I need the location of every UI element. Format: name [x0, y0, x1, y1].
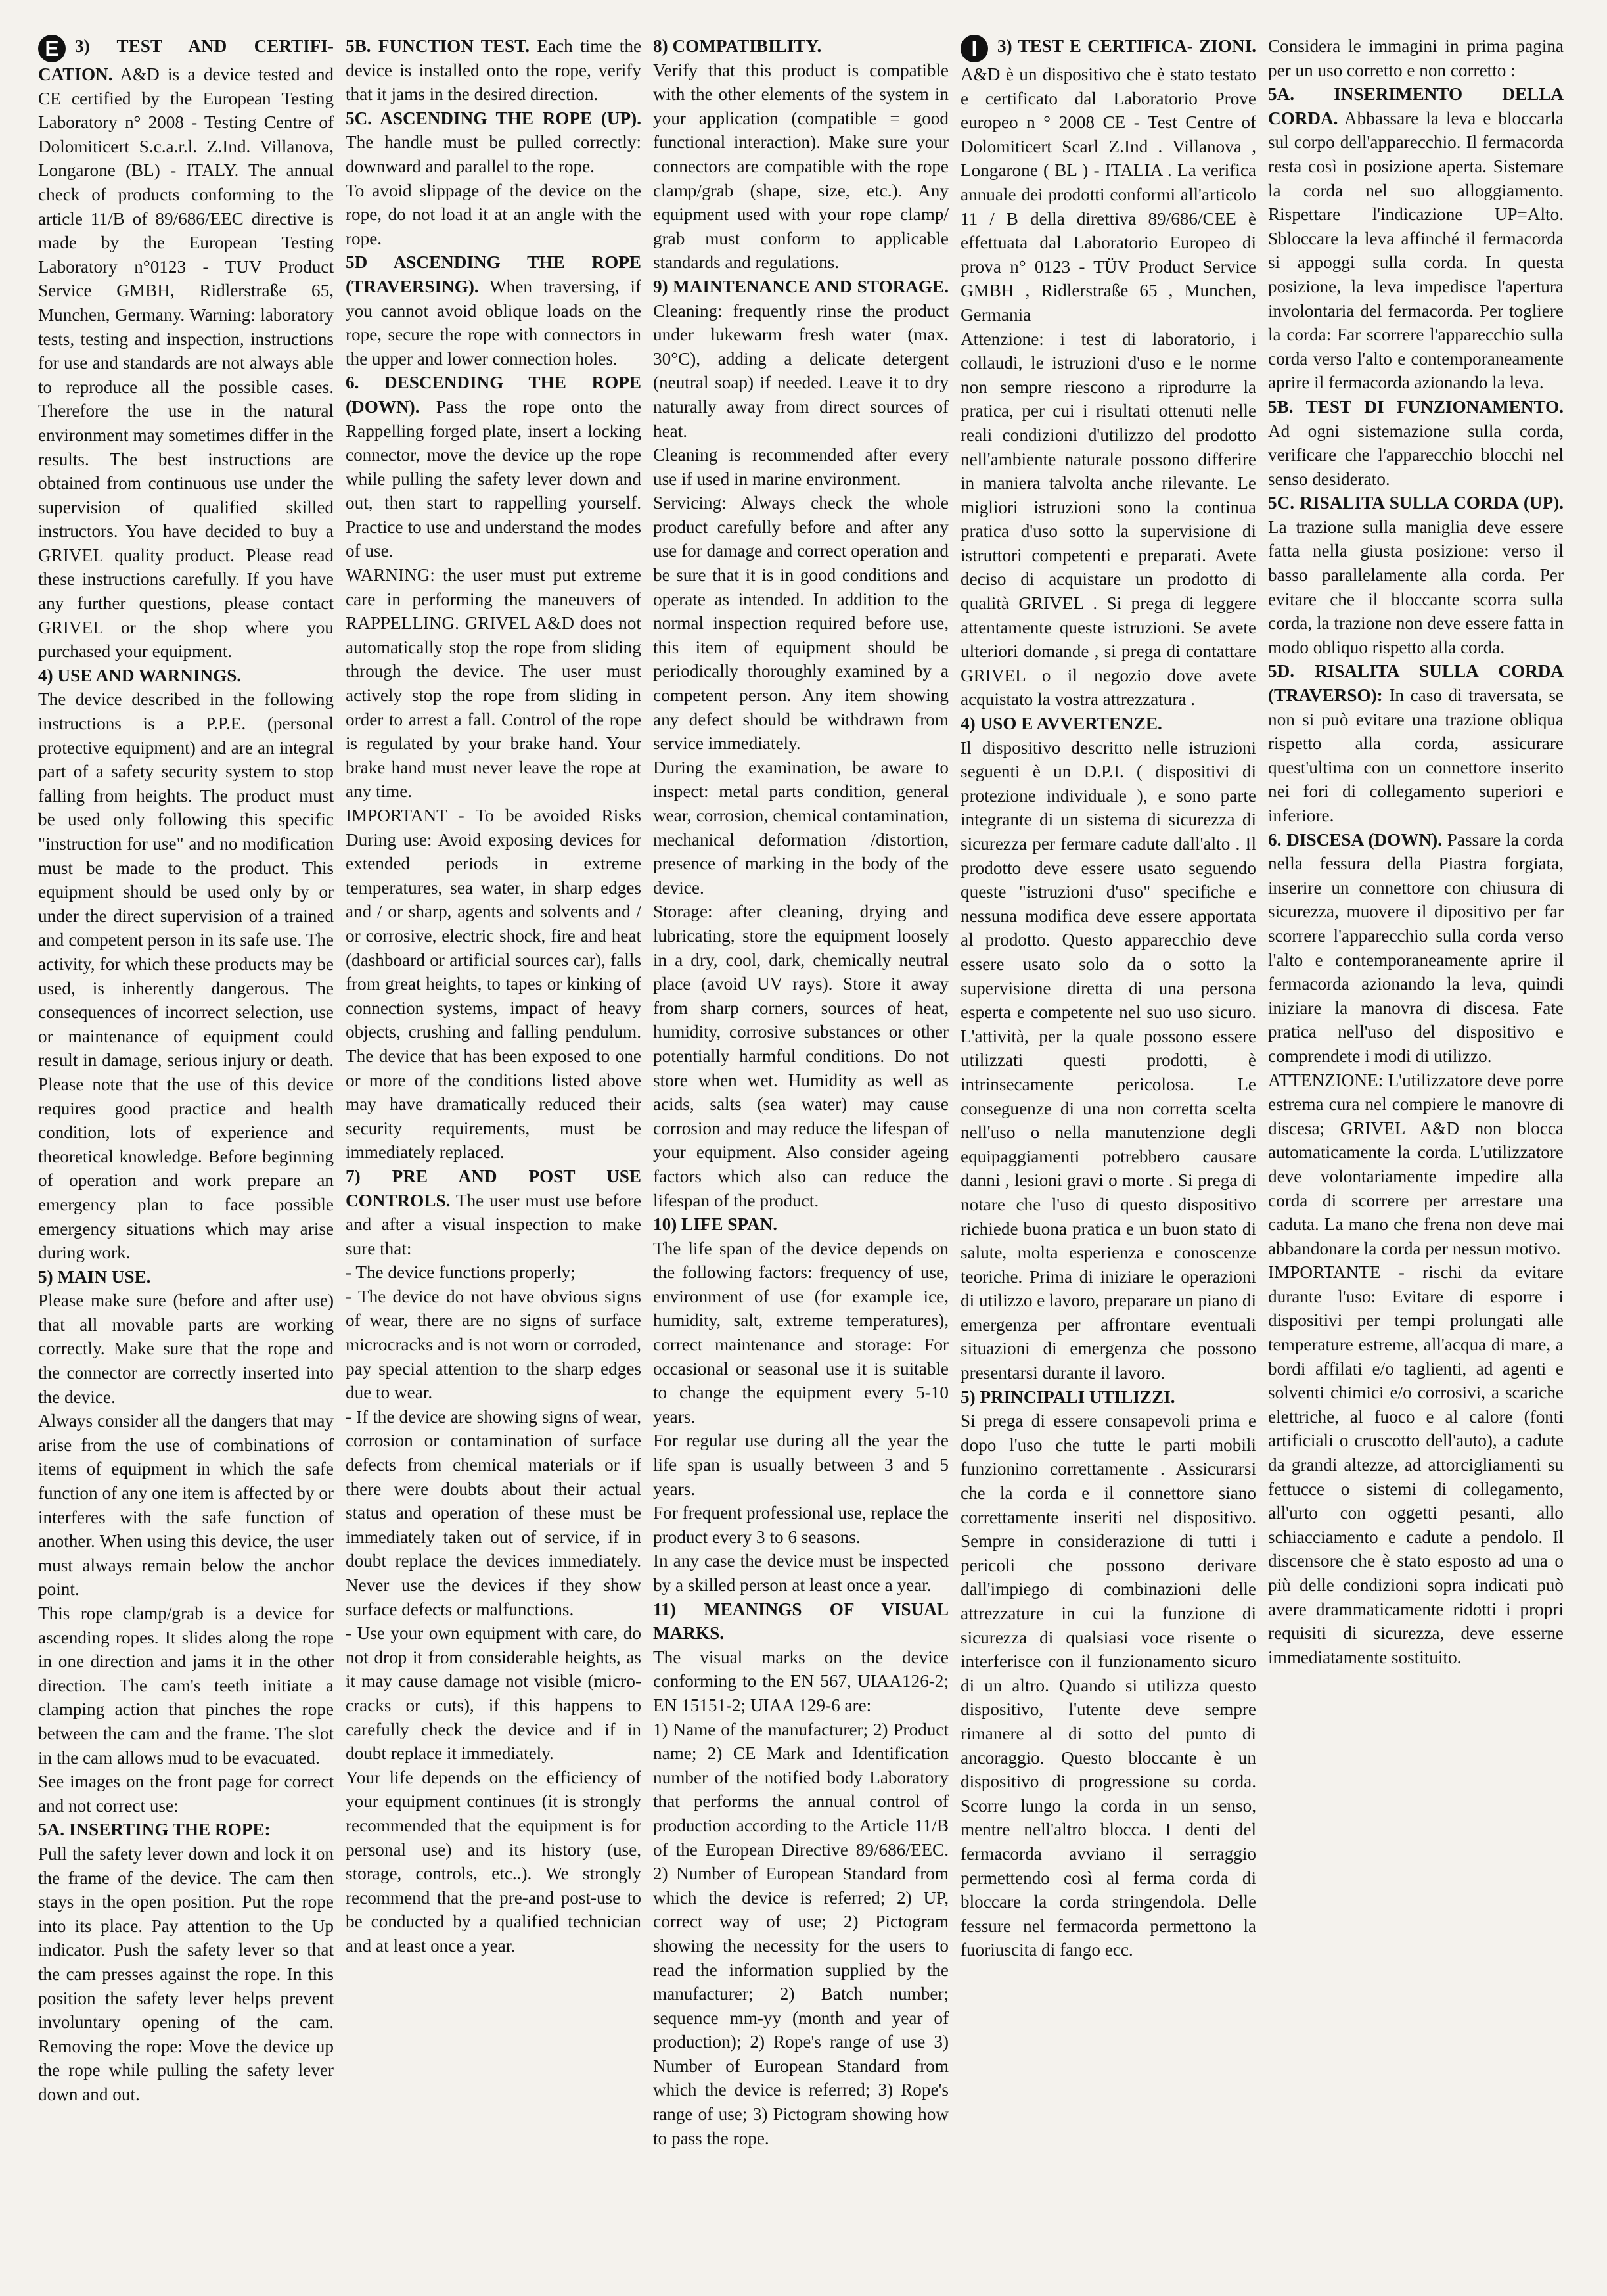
paragraph-text: When traversing, if you cannot avoid oblique loads on the rope, secure the rope with connectors in the upper and lower connection holes. — [346, 276, 641, 369]
section-heading: 5C. ASCENDING THE ROPE (UP). — [346, 108, 641, 128]
paragraph-text: Cleaning is recommended after every use if used in marine environment. — [653, 445, 949, 489]
section-heading: 8) COMPATIBILITY. — [653, 36, 822, 56]
paragraph-text: Attenzione: i test di laboratorio, i collaudi, le istruzioni d'uso e le norme non sempre riescono a riprodurre la pratica, per cui i risultati ottenuti nelle reali condizioni d'utilizzo del prodotto nell'ambiente naturale possono differire in maniera talvolta anche rilevante. Le migliori istruzioni sono la continua pratica d'uso sotto la supervisione di istruttori competenti e preparati. Avete deciso di acquistare un prodotto di qualità GRIVEL . Si prega di leggere attentamente queste istruzioni. Se avete ulteriori domande , si prega di contattare GRIVEL o il negozio dove avete acquistato la vostra attrezzatura . — [961, 329, 1256, 710]
paragraph-text: A&D è un dispositivo che è stato testato e certificato dal Laboratorio Prove europeo n ° 2008 CE - Test Centre of Dolomiticert Scarl Z.Ind . Villanova , Longarone ( BL ) - ITALIA . La verifica annuale dei prodotti conformi all'articolo 11 / B della direttiva 89/686/CEE è effettuata dal Laboratorio Europeo di prova n° 0123 - TÜV Product Service GMBH , Ridlerstraße 65 , Munchen, Germania — [961, 64, 1256, 325]
paragraph — [38, 1265, 334, 1289]
paragraph — [346, 34, 641, 106]
section-heading: 11) MEANINGS OF VISUAL MARKS. — [653, 1599, 949, 1643]
paragraph — [961, 1385, 1256, 1410]
paragraph-text: Si prega di essere consapevoli prima e dopo l'uso che tutte le parti mobili funzionino correttamente . Assicurarsi che la corda e il connettore siano correttamente inseriti nel dispositivo. Sempre in considerazione di tutti i pericoli che possono derivare dall'impiego di combinazioni delle attrezzature in cui la funzione di sicurezza di qualsiasi voce risente o interferisce con il funzionamento sicuro di un altro. Quando si utilizza questo dispositivo, l'utente deve sempre rimanere al di sotto del punto di ancoraggio. Questo bloccante è un dispositivo di progressione su corda. Scorre lungo la corda in un senso, mentre nell'altro blocca. I denti del fermacorda avviano il serraggio permettendo così al ferma corda di bloccare la corda stringendola. Delle fessure nel fermacorda permettono la fuoriuscita di fango ecc. — [961, 1411, 1256, 1960]
paragraph — [346, 371, 641, 563]
list-item: - Use your own equipment with care, do not drop it from considerable heights, as it may cause damage not visible (micro-cracks or cuts), if this happens to carefully check the device and if in doubt replace it immediately. — [346, 1623, 641, 1764]
section-heading: 9) MAINTENANCE AND STORAGE. — [653, 276, 949, 296]
list-item: - The device do not have obvious signs of wear, there are no signs of surface microcracks and is not worn or corroded, pay special attention to the sharp edges due to wear. — [346, 1286, 641, 1403]
paragraph-text: Verify that this product is compatible with the other elements of the system in your application (compatible = good functional interaction). Make sure your connectors are compatible with the rope clamp/grab (shape, size, etc.). Any equipment used with your rope clamp/ grab must conform to applicable standards and regulations. — [653, 60, 949, 273]
paragraph-text: Please make sure (before and after use) that all movable parts are working correctly. Make sure that the rope and the connector are correctly inserted into the device. — [38, 1291, 334, 1407]
paragraph-text: For regular use during all the year the life span is usually between 3 and 5 years. — [653, 1431, 949, 1499]
paragraph-text: Your life depends on the efficiency of your equipment continues (it is strongly recommended that the equipment is for personal use) and its history (use, storage, controls, etc..). We strongly recommend that the pre-and post-use to be conducted by a qualified technician and at least once a year. — [346, 1767, 641, 1956]
paragraph-text: In any case the device must be inspected by a skilled person at least once a year. — [653, 1551, 949, 1595]
paragraph-text: The handle must be pulled correctly: downward and parallel to the rope. — [346, 132, 641, 176]
list-item: - If the device are showing signs of wear, corrosion or contamination of surface defects from chemical materials or if there were doubts about their actual status and operation of these must be immediately taken out of service, if in doubt replace the devices immediately. Never use the devices if they show surface defects or malfunctions. — [346, 1406, 641, 1619]
paragraph-text: Servicing: Always check the whole product carefully before and after any use for damage and correct operation and be sure that it is in good conditions and operate as intended. In addition to the normal inspection required before use, this item of equipment should be periodically thoroughly examined by a competent person. Any item showing any defect should be withdrawn from service immediately. — [653, 493, 949, 754]
paragraph — [1268, 828, 1564, 1068]
section-heading: 5B. TEST DI FUNZIONAMENTO. — [1268, 396, 1564, 417]
paragraph — [961, 34, 1256, 327]
paragraph — [38, 1818, 334, 1842]
paragraph — [38, 664, 334, 688]
paragraph — [1268, 395, 1564, 491]
section-heading: 5A. INSERIMENTO DELLA CORDA. — [1268, 84, 1564, 128]
paragraph — [653, 1597, 949, 1645]
language-badge-english: E — [38, 35, 66, 62]
paragraph-text: Pass the rope onto the Rappelling forged plate, insert a locking connector, move the device up the rope while pulling the safety lever down and out, then start to rappelling yourself. Practice to use and understand the modes of use. — [346, 396, 641, 561]
paragraph-text: 1) Name of the manufacturer; 2) Product name; 2) CE Mark and Identification number of the notified body Laboratory that performs the annual control of production according to the Article 11/B of the European Directive 89/686/EEC. 2) Number of European Standard from which the device is referred; 2) UP, correct way of use; 2) Pictogram showing the necessity for the users to read the information supplied by the manufacturer; 2) Batch number; sequence mm-yy (month and year of production); 2) Rope's range of use 3) Number of European Standard from which the device is referred; 3) Rope's range of use; 3) Pictogram showing how to pass the rope. — [653, 1719, 949, 2148]
section-heading: 6. DISCESA (DOWN). — [1268, 829, 1442, 850]
paragraph-text: La trazione sulla maniglia deve essere fatta nella giusta posizione: verso il basso parallelamente alla corda. Per evitare che il bloccante scorra sulla corda, la trazione non deve essere fatta in modo obliquo rispetto alla corda. — [1268, 517, 1564, 657]
paragraph — [1268, 491, 1564, 659]
column-5 — [1268, 34, 1564, 2270]
paragraph — [346, 106, 641, 179]
paragraph-text: Storage: after cleaning, drying and lubricating, store the equipment loosely in a dry, cool, dark, chemically neutral place (avoid UV rays). Store it away from sharp corners, sources of heat, humidity, corrosive substances or other potentially harmful conditions. Do not store when wet. Humidity as well as acids, salts (sea water) may cause corrosion and may reduce the lifespan of your equipment. Also consider ageing factors which also can reduce the lifespan of the product. — [653, 902, 949, 1210]
section-heading: 4) USE AND WARNINGS. — [38, 665, 242, 685]
paragraph — [1268, 659, 1564, 827]
paragraph — [653, 275, 949, 443]
paragraph-text: The visual marks on the device conforming to the EN 567, UIAA126-2; EN 15151-2; UIAA 129-6 are: — [653, 1647, 949, 1715]
section-heading: 5) MAIN USE. — [38, 1266, 151, 1287]
paragraph-text: Ad ogni sistemazione sulla corda, verificare che l'apparecchio blocchi nel senso desiderato. — [1268, 421, 1564, 489]
column-2 — [346, 34, 641, 2270]
section-heading: 3) TEST E CERTIFICA- ZIONI. — [997, 36, 1256, 56]
section-heading: 5C. RISALITA SULLA CORDA (UP). — [1268, 493, 1564, 513]
paragraph — [1268, 82, 1564, 395]
section-heading: 5B. FUNCTION TEST. — [346, 36, 530, 56]
paragraph — [961, 712, 1256, 736]
section-heading: 5) PRINCIPALI UTILIZZI. — [961, 1387, 1175, 1407]
paragraph-text: Always consider all the dangers that may arise from the use of combinations of items of equipment in which the safe function of any one item is affected by or interferes with the safe function of another. When using this device, the user must always remain below the anchor point. — [38, 1411, 334, 1599]
warning-text: ATTENZIONE: L'utilizzatore deve porre estrema cura nel compiere le manovre di discesa; GRIVEL A&D non blocca automaticamente la corda. L'utilizzatore deve volontariamente impedire alla corda di scorrere per arrestare una caduta. La mano che frena non deve mai abbandonare la corda per nessun motivo. — [1268, 1070, 1564, 1258]
section-heading: 5A. INSERTING THE ROPE: — [38, 1820, 271, 1840]
paragraph-text: For frequent professional use, replace the product every 3 to 6 seasons. — [653, 1503, 949, 1547]
section-heading: 7) PRE AND POST USE CONTROLS. — [346, 1166, 641, 1210]
paragraph-text: Abbassare la leva e bloccarla sul corpo dell'apparecchio. Il fermacorda resta così in posizione aperta. Sistemare la corda nel suo alloggiamento. Rispettare l'indicazione UP=Alto. Sbloccare la leva affinché il fermacorda si appoggi sulla corda. In questa posizione, la leva impedisce l'apertura involontaria del fermacorda. Per togliere la corda: Far scorrere l'apparecchio sulla corda verso l'alto e contemporaneamente aprire il fermacorda azionando la leva. — [1268, 108, 1564, 393]
paragraph-text: The device described in the following instructions is a P.P.E. (personal protective equipment) and are an integral part of a safety security system to stop falling from heights. The product must be used only following this specific "instruction for use" and no modification must be made to the product. This equipment should be used only by or under the direct supervision of a trained and competent person in its safe use. The activity, for which these products may be used, is inherently dangerous. The consequences of incorrect selection, use or maintenance of equipment could result in damage, serious injury or death. Please note that the use of this device requires good practice and health condition, lots of experience and theoretical knowledge. Before beginning of operation and work prepare an emergency plan to face possible emergency situations which may arise during work. — [38, 689, 334, 1263]
paragraph — [653, 1212, 949, 1237]
paragraph — [346, 1164, 641, 1260]
important-text: IMPORTANT - To be avoided Risks During use: Avoid exposing devices for extended periods in extreme temperatures, sea water, in sharp edges and / or sharp, agents and solvents and / or corrosive, electric shock, fire and heat (dashboard or artificial sources car), falls from great heights, to tapes or kinking of connection systems, impact of heavy objects, crushing and falling pendulum. The device that has been exposed to one or more of the conditions listed above may have dramatically reduced their security requirements, must be immediately replaced. — [346, 806, 641, 1162]
list-item: - The device functions properly; — [346, 1262, 576, 1283]
column-4 — [961, 34, 1256, 2270]
paragraph-text: Each time the device is installed onto the rope, verify that it jams in the desired direction. — [346, 36, 641, 104]
section-heading: 10) LIFE SPAN. — [653, 1214, 778, 1235]
paragraph-text: Considera le immagini in prima pagina per un uso corretto e non corretto : — [1268, 36, 1564, 80]
warning-text: WARNING: the user must put extreme care in performing the maneuvers of RAPPELLING. GRIVEL A&D does not automatically stop the rope from sliding through the device. The user must actively stop the rope from sliding in order to arrest a fall. Control of the rope is regulated by your brake hand. Your brake hand must never leave the rope at any time. — [346, 565, 641, 802]
section-heading: 5D ASCENDING THE ROPE (TRAVERSING). — [346, 252, 641, 296]
column-3 — [653, 34, 949, 2270]
paragraph-text: Pull the safety lever down and lock it on the frame of the device. The cam then stays in the open position. Put the rope into its place. Pay attention to the Up indicator. Push the safety lever so that the cam presses against the rope. In this position the safety lever helps prevent involuntary opening of the cam. Removing the rope: Move the device up the rope while pulling the safety lever down and out. — [38, 1843, 334, 2104]
paragraph-text: Il dispositivo descritto nelle istruzioni seguenti è un D.P.I. ( dispositivi di protezione individuale ), e sono parte integrante di un sistema di sicurezza di sicurezza per fermare cadute dall'alto . Il prodotto deve essere usato seguendo queste "istruzioni d'uso" specifiche e nessuna modifica deve essere apportata al prodotto. Questo apparecchio deve essere usato solo da o sotto la supervisione diretta di una persona esperta e competente nel suo uso sicuro. L'attività, per la quale possono essere utilizzati questi prodotti, è intrinsecamente pericolosa. Le conseguenze di una non corretta scelta nell'uso o nella manutenzione degli equipaggiamenti potrebbero causare danni , lesioni gravi o morte . Si prega di notare che l'uso di questo dispositivo richiede buona pratica e un buon stato di salute, molta esperienza e conoscenze teoriche. Prima di iniziare le operazioni di utilizzo e lavoro, preparare un piano di emergenza per affrontare eventuali situazioni di emergenza che possono presentarsi durante il lavoro. — [961, 737, 1256, 1383]
paragraph — [38, 34, 334, 664]
paragraph-text: A&D is a device tested and CE certified by the European Testing Laboratory n° 2008 - Testing Centre of Dolomiticert S.c.a.r.l. Z.Ind. Villanova, Longarone (BL) - ITALY. The annual check of products conforming to the article 11/B of 89/686/EEC directive is made by the European Testing Laboratory n°0123 - TUV Product Service GMBH, Ridlerstraße 65, Munchen, Germany. Warning: laboratory tests, testing and inspection, instructions for use and standards are not always able to reproduce all the possible cases. Therefore the use in the natural environment may sometimes differ in the results. The best instructions are obtained from continuous use under the supervision of qualified skilled instructors. You have decided to buy a GRIVEL quality product. Please read these instructions carefully. If you have any further questions, please contact GRIVEL or the shop where you purchased your equipment. — [38, 64, 334, 662]
paragraph — [346, 250, 641, 371]
section-heading: 3) TEST AND CERTIFI- CATION. — [38, 36, 334, 84]
column-1 — [38, 34, 334, 2270]
paragraph-text: This rope clamp/grab is a device for ascending ropes. It slides along the rope in one direction and jams it in the other direction. The cam's teeth initiate a clamping action that pinches the rope between the cam and the frame. The slot in the cam allows mud to be evacuated. — [38, 1603, 334, 1768]
paragraph-text: Passare la corda nella fessura della Piastra forgiata, inserire un connettore con chiusura di sicurezza, muovere il dipositivo per far scorrere l'apparecchio sulla corda verso l'alto e contemporaneamente aprire il fermacorda azionando la leva, quindi iniziare la manovra di discesa. Fate pratica nell'uso del dispositivo e comprendete i modi di utilizzo. — [1268, 829, 1564, 1066]
paragraph-text: During the examination, be aware to inspect: metal parts condition, general wear, corrosion, chemical contamination, mechanical deformation /distortion, presence of marking in the body of the device. — [653, 757, 949, 898]
section-heading: 6. DESCENDING THE ROPE (DOWN). — [346, 373, 641, 417]
paragraph-text: In caso di traversata, se non si può evitare una trazione obliqua rispetto alla corda, assicurare quest'ultima con un connettore inserito nei fori di collegamento superiori e inferiore. — [1268, 685, 1564, 825]
paragraph-text: To avoid slippage of the device on the rope, do not load it at an angle with the rope. — [346, 180, 641, 248]
important-text: IMPORTANTE - rischi da evitare durante l'uso: Evitare di esporre i dispositivi per tempi prolungati alle temperature estreme, all'acqua di mare, a bordi affilati e/o taglienti, ad agenti e solventi chimici e/o corrosivi, a scariche elettriche, al fuoco e al calore (fonti artificiali o cruscotto dell'auto), a cadute da grandi altezze, ad attorcigliamenti su fettucce o sistemi di collegamento, all'urto con oggetti pesanti, allo schiacciamento e cadute a pendolo. Il discensore che è stato esposto ad una o più delle condizioni sopra indicati può avere drammaticamente ridotti i propri requisiti di sicurezza, deve esserne immediatamente sostituito. — [1268, 1262, 1564, 1667]
paragraph-text: See images on the front page for correct and not correct use: — [38, 1772, 334, 1816]
section-heading: 4) USO E AVVERTENZE. — [961, 714, 1162, 734]
section-heading: 5D. RISALITA SULLA CORDA (TRAVERSO): — [1268, 661, 1564, 706]
language-badge-italian: I — [961, 35, 988, 62]
paragraph — [653, 34, 949, 58]
paragraph-text: The user must use before and after a visual inspection to make sure that: — [346, 1190, 641, 1258]
paragraph-text: Cleaning: frequently rinse the product under lukewarm fresh water (max. 30°C), adding a delicate detergent (neutral soap) if needed. Leave it to dry naturally away from direct sources of heat. — [653, 300, 949, 441]
paragraph-text: The life span of the device depends on the following factors: frequency of use, environment of use (for example ice, humidity, salt, extreme temperatures), correct maintenance and storage: For occasional or seasonal use it is suitable to change the equipment every 5-10 years. — [653, 1238, 949, 1427]
